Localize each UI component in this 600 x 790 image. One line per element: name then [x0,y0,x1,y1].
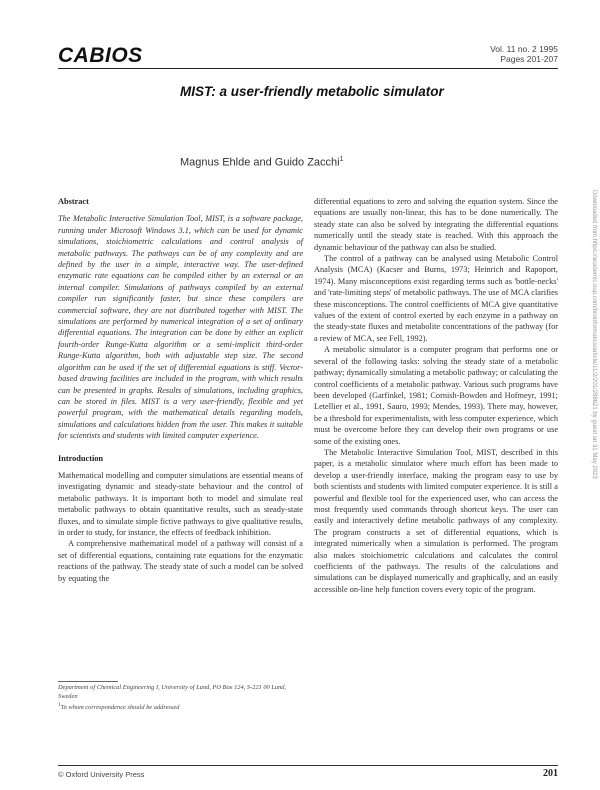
correspondence-text: To whom correspondence should be addressed [60,704,180,712]
pages-line: Pages 201-207 [500,54,558,64]
footnote-mark: 1 [58,702,61,708]
intro-paragraph: Mathematical modelling and computer simulations are essential means of investigating dynamic and steady-state behaviour and the control of metabolic pathways. It is important both to model and simulate real metabolic pathways to obtain quantitative results, such as steady-state fluxes, and to simulate simple fictive pathways to give qualitative results, in order to study, for instance, the effects of feedback inhibition. [58,470,303,537]
right-column [314,196,558,595]
introduction-heading: Introduction [58,453,104,463]
left-column [58,196,303,584]
body-paragraph: The Metabolic Interactive Simulation Tool, MIST, described in this paper, is a metabolic simulator where much effort has been made to develop a user-friendly interface, making the program easy to use by both scientists and students with limited computer experience. It is still a powerful and flexible tool for the experienced user, who can access the most frequently used commands through shortcut keys. The user can easily and interactively define metabolic pathways of any complexity. The program constructs a set of differential equations, which is integrated numerically when a simulation is performed. The program also makes stoichiometric calculations and calculates the control coefficients of the pathways. The results of the calculations and simulations can be displayed numerically and graphically, and an easily accessible on-line help function covers every topic of the program. [314,447,558,594]
correspondence-note [58,701,303,713]
volume-info [470,44,558,64]
publisher-note: © Oxford University Press [58,770,145,779]
body-paragraph: differential equations to zero and solving the equation system. Since the equations are usually non-linear, this has to be done numerically. The steady state can also be solved by integrating the differential equations numerically until the steady state is reached. With this approach the dynamic behaviour of the pathway can also be studied. [314,197,558,252]
volume-line: Vol. 11 no. 2 1995 [490,44,558,54]
authors: Magnus Ehlde and Guido Zacchi [180,156,340,169]
abstract-heading: Abstract [58,197,89,206]
author-line [180,156,344,169]
body-paragraph: The control of a pathway can be analysed using Metabolic Control Analysis (MCA) (Kacser and Burns, 1973; Heinrich and Rapoport, 1974). Many misconceptions exist regarding terms such as 'bottle-necks' and 'rate-limiting steps' of metabolic pathways. The use of MCA clarifies these misconceptions. The control coefficients of MCA give quantitative values of the extent of control exerted by each enzyme in a pathway on the steady-state fluxes and metabolite concentrations of the pathway (for a review of MCA, see Fell, 1992). [314,254,558,343]
header-rule [58,68,558,69]
download-note: Downloaded from https://academic.oup.com/bioinformatics/article/11/2/201/288621 by guest on 31 May 2023 [591,190,597,479]
article-title: MIST: a user-friendly metabolic simulator [180,84,444,99]
affiliation-note: Department of Chemical Engineering I, University of Lund, PO Box 124, S-221 00 Lund, Sweden [58,684,287,700]
footnotes [58,684,303,713]
body-paragraph: A metabolic simulator is a computer program that performs one or several of the following tasks: solving the steady state of a metabolic pathway; dynamically simulating a metabolic pathway; or calculating the control coefficients of a metabolic pathway. Various such programs have been developed (Garfinkel, 1981; Cornish-Bowden and Hofmeyr, 1991; Letellier et al., 1991, Sauro, 1993; Mendes, 1993). There may, however, be a threshold for experimentalists, with less computer experience, which must be overcome before they can develop their own programs or use some of the existing ones. [314,345,558,446]
intro-paragraph: A comprehensive mathematical model of a pathway will consist of a set of differential equations, containing rate equations for the enzymatic reactions of the pathway. The steady state of such a model can be solved by equating the [58,539,303,583]
author-footnote-mark: 1 [339,156,344,163]
download-watermark [588,190,598,570]
abstract-text: The Metabolic Interactive Simulation Tool, MIST, is a software package, running under Microsoft Windows 3.1, which can be used for dynamic simulations, stoichiometric calculations and control analysis of metabolic pathways. The pathways can be of any complexity and are defined by the user in a simple, interactive way. The user-defined enzymatic rate equations can be compiled either by an external or an internal compiler. Simulations of pathways compiled by an external compiler run significantly faster, but since these compilers are commercial software, they are not distributed together with MIST. The simulations are performed by numerical integration of a set of ordinary differential equations. The integration can be done by either an explicit fourth-order Runge-Kutta algorithm or a semi-implicit third-order Runge-Kutta algorithm, both with adjustable step size. The second algorithm can be used if the set of differential equations is stiff. Vector-based drawing facilities are included in the program, with which results can be presented in graphs. Results of simulations, including graphics, can be stored in files. MIST is a very user-friendly, flexible and yet powerful program, with the mathematical details regarding models, simulations and calculations hidden from the user. This makes it suitable for scientists and students with limited computer experience. [58,214,303,441]
footer-rule [58,765,558,766]
footnote-rule [58,681,118,682]
journal-name: CABIOS [58,44,143,67]
page-number: 201 [543,768,558,779]
